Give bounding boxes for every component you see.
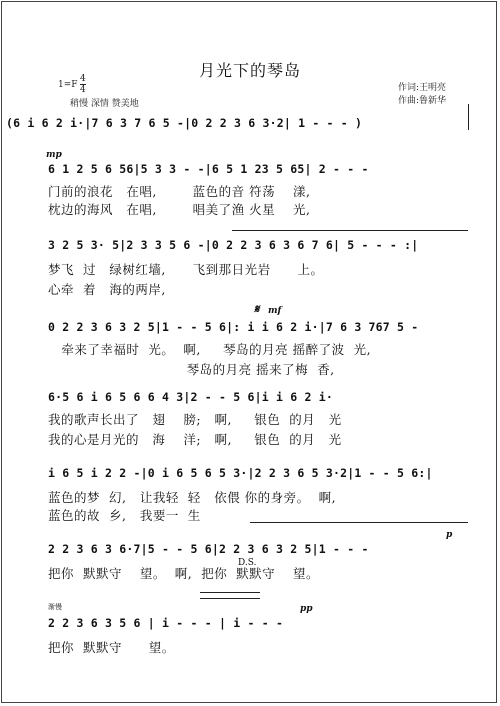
- notation-line: i 6 5 i 2 2 -|0 i 6 5 6 5 3·|2 2 3 6 5 3·2|1 - - 5 6:|: [48, 466, 433, 480]
- composer-credit: 作曲:鲁新华: [398, 96, 447, 106]
- notation-line: 0 2 2 3 6 3 2 5|1 - - 5 6|: i i 6 2 i·|7 6 3 767 5 -: [48, 320, 419, 334]
- meter-top: 4: [80, 74, 86, 84]
- meter-bottom: 4: [80, 85, 86, 95]
- dynamic-mark: mf: [268, 306, 282, 316]
- notation-line: (6 i 6 2 i·|7 6 3 7 6 5 -|0 2 2 3 6 3·2| 1 - - - ): [6, 116, 363, 130]
- lyric-verse-1: 我的歌声长出了 翅 膀; 啊, 银色 的月 光: [48, 412, 342, 427]
- key-signature: [58, 80, 78, 90]
- tempo-marking: 稍慢 深情 赞美地: [70, 99, 139, 109]
- lyric-verse-1: 门前的浪花 在唱, 蓝色的音 符荡 漾,: [48, 184, 311, 199]
- lyric-verse-2: 我的心是月光的 海 洋; 啊, 银色 的月 光: [48, 432, 342, 447]
- dynamic-mark: pp: [300, 604, 313, 614]
- lyric-verse-2: 枕边的海风 在唱, 唱美了渔 火星 光,: [48, 202, 311, 217]
- dynamic-mark: p: [446, 530, 453, 540]
- notation-line: 6 1 2 5 6 56|5 3 3 - -|6 5 1 23 5 65| 2 - - -: [48, 162, 369, 176]
- crescendo-line: [200, 592, 260, 593]
- ritardando-mark: 渐慢: [48, 603, 62, 611]
- lyric-verse-1: 把你 默默守 望。 啊, 把你 默默守 望。: [48, 566, 320, 581]
- notation-line: 2 2 3 6 3 5 6 | i - - - | i - - -: [48, 616, 284, 630]
- notation-line: 3 2 5 3· 5|2 3 3 5 6 -|0 2 2 3 6 3 6 7 6| 5 - - - :|: [48, 238, 419, 252]
- bar-line: [468, 104, 469, 130]
- notation-line: 6·5 6 i 6 5 6 6 4 3|2 - - 5 6|i i 6 2 i·: [48, 390, 333, 404]
- lyric-verse-2: 琴岛的月亮 摇来了梅 香,: [48, 362, 335, 377]
- lyric-verse-1: 梦飞 过 绿树红墙, 飞到那日光岩 上。: [48, 262, 324, 277]
- key-label: 1=F: [58, 80, 78, 90]
- ds-mark: D.S.: [238, 558, 257, 568]
- lyricist-credit: 作词:王明亮: [398, 83, 447, 93]
- dynamic-mark: mp: [46, 150, 62, 160]
- song-title: 月光下的琴岛: [198, 61, 301, 80]
- crescendo-line: [200, 598, 260, 599]
- lyric-verse-2: 蓝色的故 乡, 我要一 生: [48, 508, 201, 523]
- time-signature: [80, 74, 86, 95]
- lyric-verse-1: 蓝色的梦 幻, 让我轻 轻 依偎 你的身旁。 啊,: [48, 490, 337, 505]
- lyric-verse-1: 把你 默默守 望。: [48, 640, 175, 655]
- lyric-verse-2: 心牵 着 海的两岸,: [48, 282, 166, 297]
- lyric-verse-1: 牵来了幸福时 光。 啊, 琴岛的月亮 摇醉了波 光,: [48, 342, 372, 357]
- notation-line: 2 2 3 6 3 6·7|5 - - 5 6|2 2 3 6 3 2 5|1 - - -: [48, 542, 369, 556]
- repeat-bracket: [232, 230, 468, 231]
- segno-mark: 𝄋: [254, 302, 260, 316]
- volta-bracket: [250, 522, 468, 523]
